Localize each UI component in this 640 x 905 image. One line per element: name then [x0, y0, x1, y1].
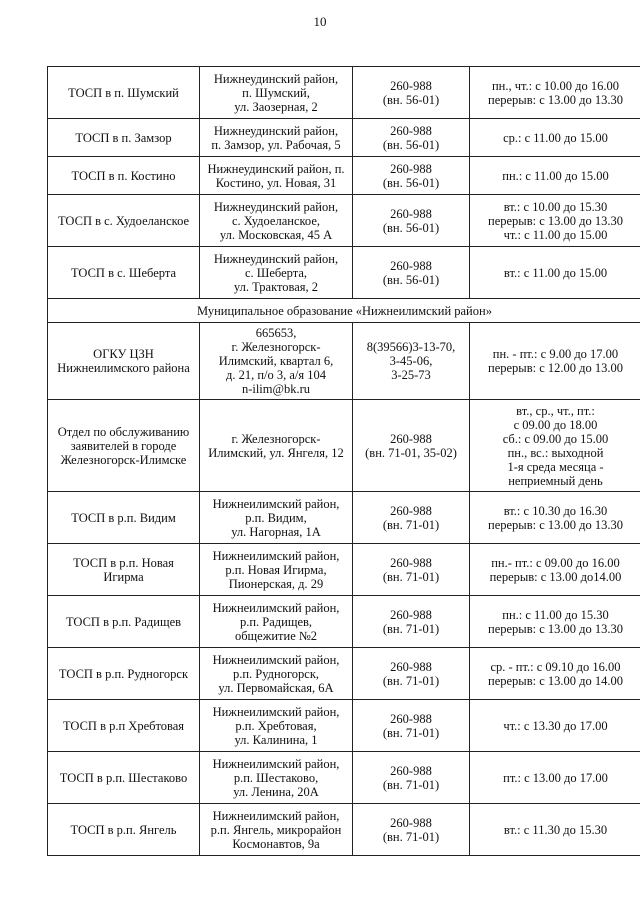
office-phone: 260-988 (вн. 71-01)	[353, 596, 470, 648]
office-hours: ср. - пт.: с 09.10 до 16.00 перерыв: с 13.00 до 14.00	[470, 648, 640, 700]
office-address: 665653, г. Железногорск- Илимский, квартал 6, д. 21, п/о 3, а/я 104 n-ilim@bk.ru	[200, 323, 353, 400]
office-name: ТОСП в р.п. Рудногорск	[48, 648, 200, 700]
office-phone: 8(39566)3-13-70, 3-45-06, 3-25-73	[353, 323, 470, 400]
office-address: Нижнеилимский район, р.п. Новая Игирма, Пионерская, д. 29	[200, 544, 353, 596]
table-row	[48, 700, 640, 752]
office-phone: 260-988 (вн. 71-01)	[353, 804, 470, 856]
office-phone: 260-988 (вн. 71-01)	[353, 544, 470, 596]
table-row	[48, 323, 640, 400]
section-title: Муниципальное образование «Нижнеилимский район»	[48, 299, 640, 323]
office-name: ТОСП в р.п. Янгель	[48, 804, 200, 856]
office-name: Отдел по обслуживанию заявителей в городе Железногорск-Илимске	[48, 400, 200, 492]
office-hours: вт., ср., чт., пт.: с 09.00 до 18.00 сб.: с 09.00 до 15.00 пн., вс.: выходной 1-я среда месяца - неприемный день	[470, 400, 640, 492]
table-row	[48, 119, 640, 157]
office-phone: 260-988 (вн. 71-01)	[353, 752, 470, 804]
office-name: ТОСП в р.п. Радищев	[48, 596, 200, 648]
office-address: г. Железногорск- Илимский, ул. Янгеля, 12	[200, 400, 353, 492]
office-address: Нижнеудинский район, п. Шумский, ул. Заозерная, 2	[200, 67, 353, 119]
office-phone: 260-988 (вн. 71-01)	[353, 648, 470, 700]
office-hours: пн.- пт.: с 09.00 до 16.00 перерыв: с 13.00 до14.00	[470, 544, 640, 596]
offices-table	[47, 66, 640, 856]
table-row	[48, 67, 640, 119]
office-address: Нижнеилимский район, р.п. Видим, ул. Нагорная, 1А	[200, 492, 353, 544]
office-hours: вт.: с 10.00 до 15.30 перерыв: с 13.00 до 13.30 чт.: с 11.00 до 15.00	[470, 195, 640, 247]
office-name: ТОСП в р.п. Новая Игирма	[48, 544, 200, 596]
office-address: Нижнеилимский район, р.п. Рудногорск, ул. Первомайская, 6А	[200, 648, 353, 700]
office-hours: пт.: с 13.00 до 17.00	[470, 752, 640, 804]
office-name: ТОСП в р.п. Видим	[48, 492, 200, 544]
table-row	[48, 752, 640, 804]
office-hours: вт.: с 11.30 до 15.30	[470, 804, 640, 856]
office-address: Нижнеилимский район, р.п. Радищев, общежитие №2	[200, 596, 353, 648]
table-row	[48, 400, 640, 492]
office-phone: 260-988 (вн. 56-01)	[353, 67, 470, 119]
office-name: ТОСП в п. Шумский	[48, 67, 200, 119]
office-hours: ср.: с 11.00 до 15.00	[470, 119, 640, 157]
office-hours: пн.: с 11.00 до 15.30 перерыв: с 13.00 до 13.30	[470, 596, 640, 648]
table-row	[48, 492, 640, 544]
office-address: Нижнеудинский район, с. Шеберта, ул. Трактовая, 2	[200, 247, 353, 299]
office-address: Нижнеудинский район, с. Худоеланское, ул. Московская, 45 А	[200, 195, 353, 247]
table-row	[48, 596, 640, 648]
table-row	[48, 247, 640, 299]
office-hours: вт.: с 11.00 до 15.00	[470, 247, 640, 299]
office-phone: 260-988 (вн. 71-01)	[353, 492, 470, 544]
office-name: ТОСП в с. Шеберта	[48, 247, 200, 299]
table-row	[48, 648, 640, 700]
office-hours: пн., чт.: с 10.00 до 16.00 перерыв: с 13.00 до 13.30	[470, 67, 640, 119]
office-phone: 260-988 (вн. 56-01)	[353, 157, 470, 195]
table-row	[48, 195, 640, 247]
table-row	[48, 804, 640, 856]
office-name: ТОСП в р.п. Шестаково	[48, 752, 200, 804]
office-hours: чт.: с 13.30 до 17.00	[470, 700, 640, 752]
office-address: Нижнеилимский район, р.п. Хребтовая, ул. Калинина, 1	[200, 700, 353, 752]
office-address: Нижнеудинский район, п. Костино, ул. Новая, 31	[200, 157, 353, 195]
table-row	[48, 157, 640, 195]
office-hours: вт.: с 10.30 до 16.30 перерыв: с 13.00 до 13.30	[470, 492, 640, 544]
office-hours: пн.: с 11.00 до 15.00	[470, 157, 640, 195]
office-phone: 260-988 (вн. 56-01)	[353, 247, 470, 299]
office-name: ТОСП в п. Костино	[48, 157, 200, 195]
office-name: ТОСП в р.п Хребтовая	[48, 700, 200, 752]
office-address: Нижнеудинский район, п. Замзор, ул. Рабочая, 5	[200, 119, 353, 157]
office-phone: 260-988 (вн. 71-01)	[353, 700, 470, 752]
office-phone: 260-988 (вн. 56-01)	[353, 195, 470, 247]
page-number: 10	[313, 14, 327, 29]
office-phone: 260-988 (вн. 56-01)	[353, 119, 470, 157]
table-row	[48, 544, 640, 596]
office-name: ОГКУ ЦЗН Нижнеилимского района	[48, 323, 200, 400]
office-address: Нижнеилимский район, р.п. Янгель, микрорайон Космонавтов, 9а	[200, 804, 353, 856]
office-phone: 260-988 (вн. 71-01, 35-02)	[353, 400, 470, 492]
office-name: ТОСП в с. Худоеланское	[48, 195, 200, 247]
office-hours: пн. - пт.: с 9.00 до 17.00 перерыв: с 12.00 до 13.00	[470, 323, 640, 400]
section-row	[48, 299, 640, 323]
office-name: ТОСП в п. Замзор	[48, 119, 200, 157]
office-address: Нижнеилимский район, р.п. Шестаково, ул. Ленина, 20А	[200, 752, 353, 804]
